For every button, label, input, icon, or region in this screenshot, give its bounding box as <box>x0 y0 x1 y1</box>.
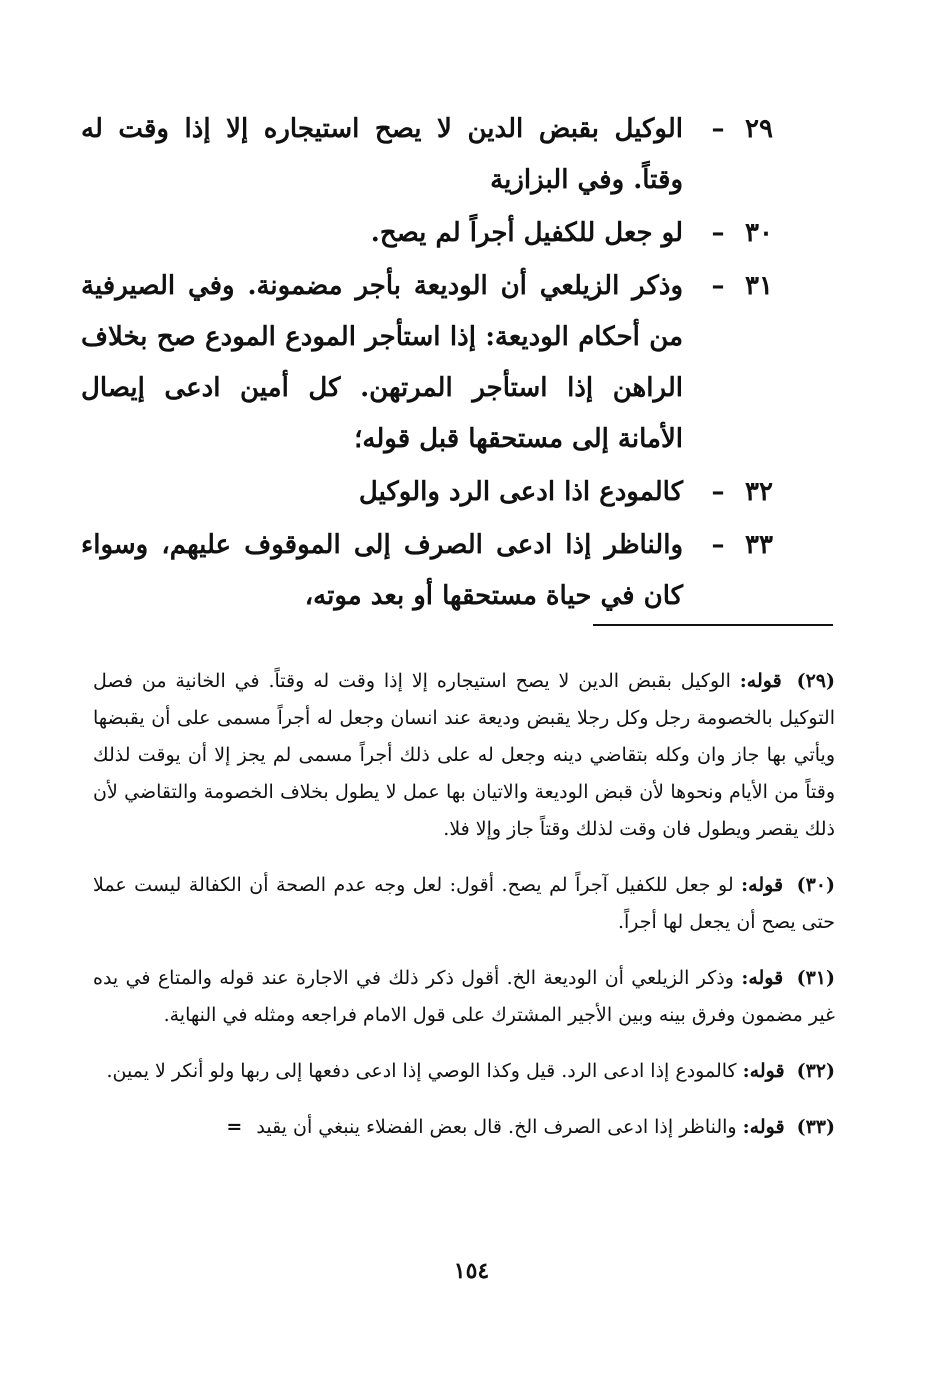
footnote-keyword: قوله: <box>741 874 784 896</box>
footnote-number: (٣٢) <box>796 1060 835 1082</box>
footnote-text: كالمودع إذا ادعى الرد. قيل وكذا الوصي إذا ادعى دفعها إلى ربها ولو أنكر لا يمين. <box>106 1060 737 1082</box>
entry-29 <box>81 104 793 206</box>
footnote-33 <box>93 1109 835 1146</box>
page-number: ١٥٤ <box>453 1258 490 1284</box>
entry-dash: – <box>711 477 725 507</box>
entry-number: ٣٢ <box>745 477 773 507</box>
entry-dash: – <box>711 218 725 248</box>
entry-number: ٣٣ <box>745 530 773 560</box>
entry-31 <box>81 261 793 465</box>
footnote-29 <box>93 663 835 848</box>
footnote-text: والناظر إذا ادعى الصرف الخ. قال بعض الفضلاء ينبغي أن يقيد <box>256 1116 737 1138</box>
entry-30 <box>81 208 793 259</box>
entry-text: وذكر الزيلعي أن الوديعة بأجر مضمونة. وفي الصيرفية من أحكام الوديعة: إذا استأجر المودع المودع صح بخلاف الراهن إذا استأجر المرتهن. كل أمين ادعى إيصال الأمانة إلى مستحقها قبل قوله؛ <box>81 271 683 454</box>
footnote-keyword: قوله: <box>742 1060 785 1082</box>
entry-text: والناظر إذا ادعى الصرف إلى الموقوف عليهم، وسواء كان في حياة مستحقها أو بعد موته، <box>81 530 683 611</box>
footnote-30 <box>93 867 835 941</box>
footnote-keyword: قوله: <box>742 1116 785 1138</box>
entry-dash: – <box>711 114 725 144</box>
entry-dash: – <box>711 271 725 301</box>
continuation-mark: = <box>226 1116 243 1138</box>
entry-32 <box>81 467 793 518</box>
footnotes <box>93 644 835 1152</box>
entry-text: لو جعل للكفيل أجراً لم يصح. <box>370 218 683 248</box>
footnote-number: (٣١) <box>796 967 835 989</box>
entry-number: ٣١ <box>745 271 773 301</box>
footnote-separator <box>593 624 833 626</box>
footnote-32 <box>93 1053 835 1090</box>
footnote-number: (٣٠) <box>796 874 835 896</box>
entry-text: كالمودع اذا ادعى الرد والوكيل <box>358 477 683 507</box>
footnote-keyword: قوله: <box>739 670 782 692</box>
entry-dash: – <box>711 530 725 560</box>
main-text <box>81 104 793 624</box>
footnote-number: (٣٣) <box>796 1116 835 1138</box>
entry-text: الوكيل بقبض الدين لا يصح استيجاره إلا إذا وقت له وقتاً. وفي البزازية <box>81 114 683 195</box>
entry-number: ٢٩ <box>745 114 773 144</box>
entry-33 <box>81 520 793 622</box>
footnote-number: (٢٩) <box>796 670 836 692</box>
footnote-31 <box>93 960 835 1034</box>
footnote-text: الوكيل بقبض الدين لا يصح استيجاره إلا إذا وقت له وقتاً. في الخانية من فصل التوكيل بالخصومة رجل وكل رجلا يقبض وديعة عند انسان وجعل له أجراً مسمى على أن يقبضها ويأتي بها جاز وان وكله بتقاضي دينه وجعل له على ذلك أجراً مسمى لم يجز إلا أن يوقت لذلك وقتاً من الأيام ونحوها لأن قبض الوديعة والاتيان بها عمل لا يطول بخلاف الخصومة والتقاضي لأن ذلك يقصر ويطول فان وقت لذلك وقتاً جاز وإلا فلا. <box>93 670 835 840</box>
entry-number: ٣٠ <box>745 218 773 248</box>
footnote-keyword: قوله: <box>741 967 784 989</box>
footnote-text: وذكر الزيلعي أن الوديعة الخ. أقول ذكر ذلك في الاجارة عند قوله والمتاع في يده غير مضمون وفرق بينه وبين الأجير المشترك على قول الامام فراجعه ومثله في النهاية. <box>93 967 835 1026</box>
footnote-text: لو جعل للكفيل آجراً لم يصح. أقول: لعل وجه عدم الصحة أن الكفالة ليست عملا حتى يصح أن يجعل لها أجراً. <box>93 874 835 933</box>
